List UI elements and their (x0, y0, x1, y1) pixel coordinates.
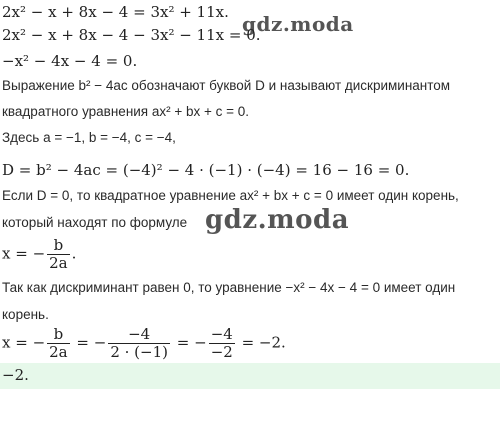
formula-intro: который находят по формуле (2, 215, 188, 230)
calc-f2-numerator: −4 (108, 326, 170, 344)
calc-fraction-3 (209, 326, 235, 361)
root-word: корень. (2, 307, 49, 322)
discriminant-intro-2: квадратного уравнения ax² + bx + c = 0. (2, 104, 250, 119)
calc-f3-numerator: −4 (210, 325, 233, 343)
discriminant-calculation: D = b² − 4ac = (−4)² − 4 · (−1) · (−4) = 16 − 16 = 0. (2, 161, 410, 179)
formula-denominator: 2a (49, 254, 68, 272)
equation-line-3: −x² − 4x − 4 = 0. (2, 52, 138, 70)
calc-fraction-1 (47, 326, 70, 361)
root-formula (2, 237, 76, 272)
watermark-top: gdz.moda (242, 12, 354, 36)
watermark-middle: gdz.moda (205, 205, 350, 235)
formula-fraction (47, 237, 70, 272)
calc-f1-numerator: b (47, 326, 70, 344)
since-statement: Так как дискриминант равен 0, то уравнение −x² − 4x − 4 = 0 имеет один (2, 280, 456, 295)
calc-f3-denominator: −2 (210, 343, 233, 361)
answer-value: −2. (2, 366, 29, 384)
formula-end: . (71, 244, 77, 263)
equation-line-2: 2x² − x + 8x − 4 − 3x² − 11x = 0. (2, 26, 261, 44)
calc-eq-2: = − (176, 333, 207, 352)
calc-fraction-2 (108, 326, 170, 361)
formula-numerator: b (47, 237, 70, 255)
calc-f1-denominator: 2a (49, 343, 68, 361)
equation-line-1: 2x² − x + 8x − 4 = 3x² + 11x. (2, 3, 229, 21)
calc-result: = −2. (241, 333, 286, 352)
calc-lhs: x = − (2, 333, 46, 352)
formula-lhs: x = − (2, 244, 46, 263)
calc-f2-denominator: 2 · (−1) (110, 343, 168, 361)
discriminant-intro: Выражение b² − 4ac обозначают буквой D и называют дискриминантом (2, 78, 451, 93)
answer-box (0, 363, 500, 389)
root-calculation (2, 326, 286, 361)
coefficients: Здесь a = −1, b = −4, c = −4, (2, 130, 176, 145)
calc-eq-1: = − (76, 333, 107, 352)
one-root-statement: Если D = 0, то квадратное уравнение ax² + bx + c = 0 имеет один корень, (2, 188, 459, 203)
